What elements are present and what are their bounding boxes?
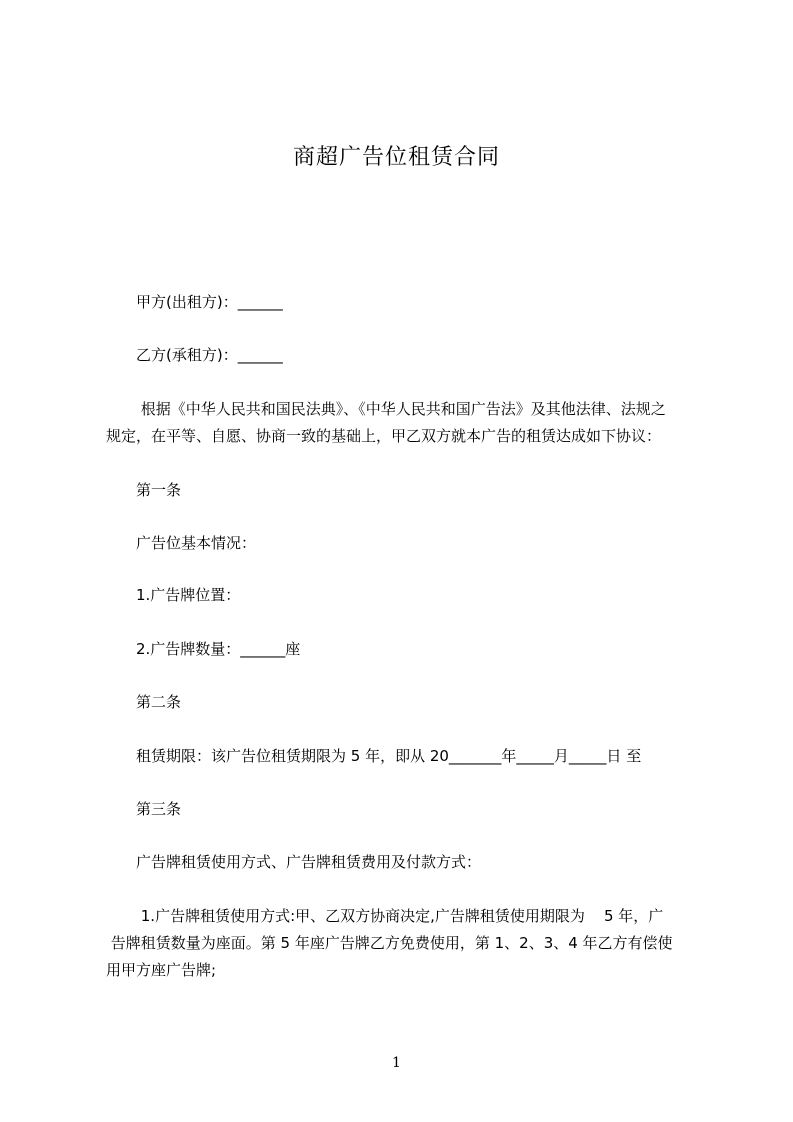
document-title: 商超广告位租赁合同: [292, 145, 500, 170]
article-1-item-2: 2.广告牌数量：______座: [136, 640, 301, 658]
preamble-line-2: 规定，在平等、自愿、协商一致的基础上，甲乙双方就本广告的租赁达成如下协议：: [106, 427, 662, 445]
preamble-line-1: 根据《中华人民共和国民法典》、《中华人民共和国广告法》及其他法律、法规之: [136, 400, 666, 418]
article-1-heading: 第一条: [136, 481, 182, 499]
party-b-line: 乙方(承租方)：______: [136, 346, 283, 364]
article-3-intro: 广告牌租赁使用方式、广告牌租赁费用及付款方式：: [136, 853, 482, 871]
article-3-heading: 第三条: [136, 800, 182, 818]
article-1-item-1: 1.广告牌位置：: [136, 586, 241, 604]
article-3-item-1-line-2: 告牌租赁数量为座面。第 5 年座广告牌乙方免费使用，第 1、2、3、4 年乙方有偿使: [106, 934, 673, 952]
article-2-text: 租赁期限：该广告位租赁期限为 5 年，即从 20_______年_____月_____日 至: [136, 747, 642, 765]
article-3-item-1-line-1: 1.广告牌租赁使用方式:甲、乙双方协商决定,广告牌租赁使用期限为 5 年，广: [136, 907, 664, 925]
party-a-line: 甲方(出租方)：______: [136, 293, 283, 311]
article-3-item-1-line-3: 用甲方座广告牌;: [106, 961, 217, 979]
article-1-intro: 广告位基本情况：: [136, 534, 257, 552]
article-2-heading: 第二条: [136, 693, 182, 711]
page-number: 1: [392, 1055, 401, 1071]
